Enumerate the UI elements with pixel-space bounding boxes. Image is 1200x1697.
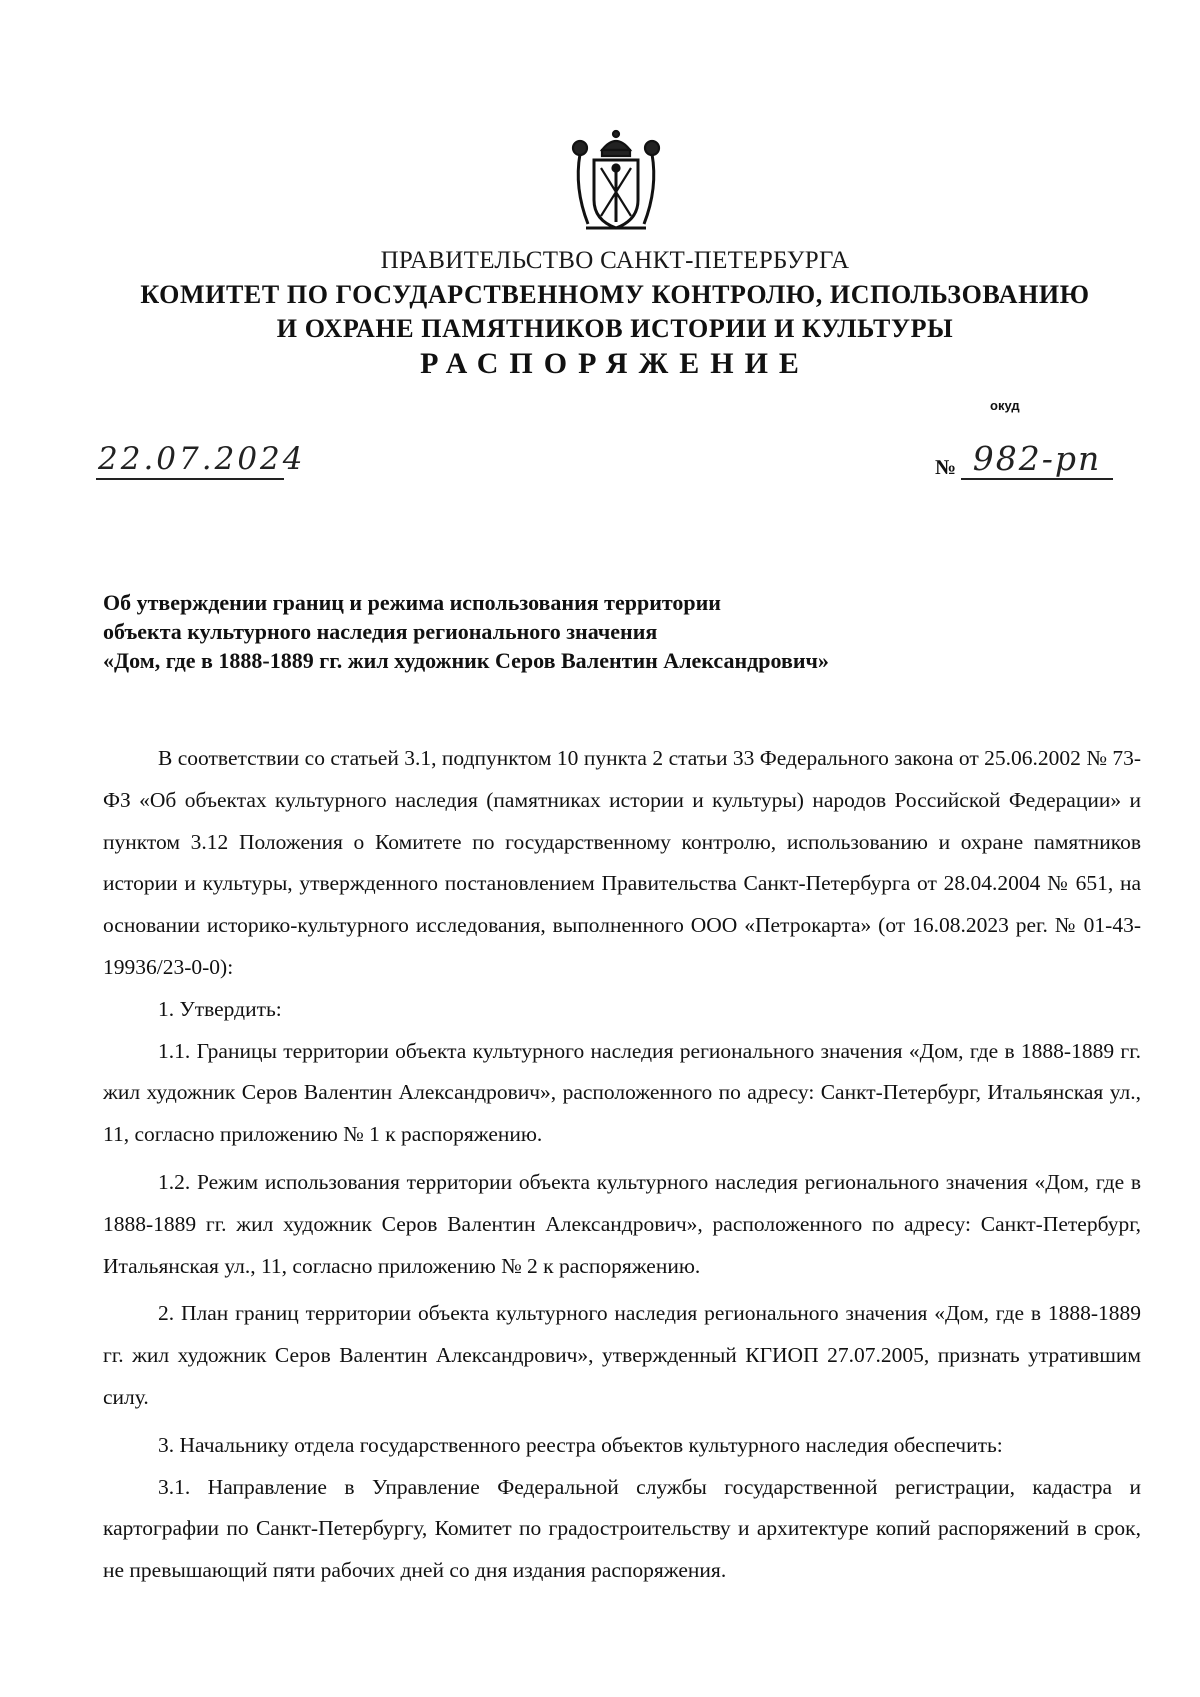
clause-3: 3. Начальнику отдела государственного реестра объектов культурного наследия обеспечить:: [158, 1432, 1003, 1457]
subject-line-3: «Дом, где в 1888-1889 гг. жил художник Серов Валентин Александрович»: [103, 648, 829, 673]
committee-name: [0, 278, 1200, 346]
preamble-paragraph: В соответствии со статьей 3.1, подпунктом 10 пункта 2 статьи 33 Федерального закона от 25.06.2002 № 73-ФЗ «Об объектах культурного наследия (памятниках истории и культуры) народов Российской Федерации» и пунктом 3.12 Положения о Комитете по государственному контролю, использованию и охране памятников истории и культуры, утвержденного постановлением Правительства Санкт-Петербурга от 28.04.2004 № 651, на основании историко-культурного исследования, выполненного ООО «Петрокарта» (от 16.08.2023 рег. № 01-43-19936/23-0-0):: [103, 746, 1141, 979]
document-body: [103, 738, 1141, 1592]
document-number: 982-рп: [961, 440, 1113, 480]
clause-1-1: 1.1. Границы территории объекта культурного наследия регионального значения «Дом, где в 1888-1889 гг. жил художник Серов Валентин Александрович», расположенного по адресу: Санкт-Петербург, Итальянская ул., 11, согласно приложению № 1 к распоряжению.: [103, 1038, 1141, 1147]
document-type-title: РАСПОРЯЖЕНИЕ: [420, 347, 810, 380]
subject-line-2: объекта культурного наследия регионального значения: [103, 619, 658, 644]
document-date: 22.07.2024: [96, 440, 284, 480]
subject-line-1: Об утверждении границ и режима использования территории: [103, 590, 721, 615]
clause-3-1: 3.1. Направление в Управление Федеральной службы государственной регистрации, кадастра и картографии по Санкт-Петербургу, Комитет по градостроительству и архитектуре копий распоряжений в срок, не превышающий пяти рабочих дней со дня издания распоряжения.: [103, 1474, 1141, 1583]
committee-name-line-2: И ОХРАНЕ ПАМЯТНИКОВ ИСТОРИИ И КУЛЬТУРЫ: [276, 314, 954, 343]
document-subject: [103, 588, 1003, 675]
committee-name-line-1: КОМИТЕТ ПО ГОСУДАРСТВЕННОМУ КОНТРОЛЮ, ИСПОЛЬЗОВАНИЮ: [140, 280, 1090, 309]
number-label: №: [935, 455, 957, 479]
clause-1-2: 1.2. Режим использования территории объекта культурного наследия регионального значения «Дом, где в 1888-1889 гг. жил художник Серов Валентин Александрович», расположенного по адресу: Санкт-Петербург, Итальянская ул., 11, согласно приложению № 2 к распоряжению.: [103, 1169, 1141, 1278]
clause-2: 2. План границ территории объекта культурного наследия регионального значения «Дом, где в 1888-1889 гг. жил художник Серов Валентин Александрович», утвержденный КГИОП 27.07.2005, признать утратившим силу.: [103, 1301, 1141, 1409]
saint-petersburg-coat-of-arms-icon: [568, 128, 664, 238]
clause-1: 1. Утвердить:: [158, 996, 282, 1021]
government-name: ПРАВИТЕЛЬСТВО САНКТ-ПЕТЕРБУРГА: [380, 247, 850, 274]
okud-label: окуд: [990, 398, 1020, 413]
